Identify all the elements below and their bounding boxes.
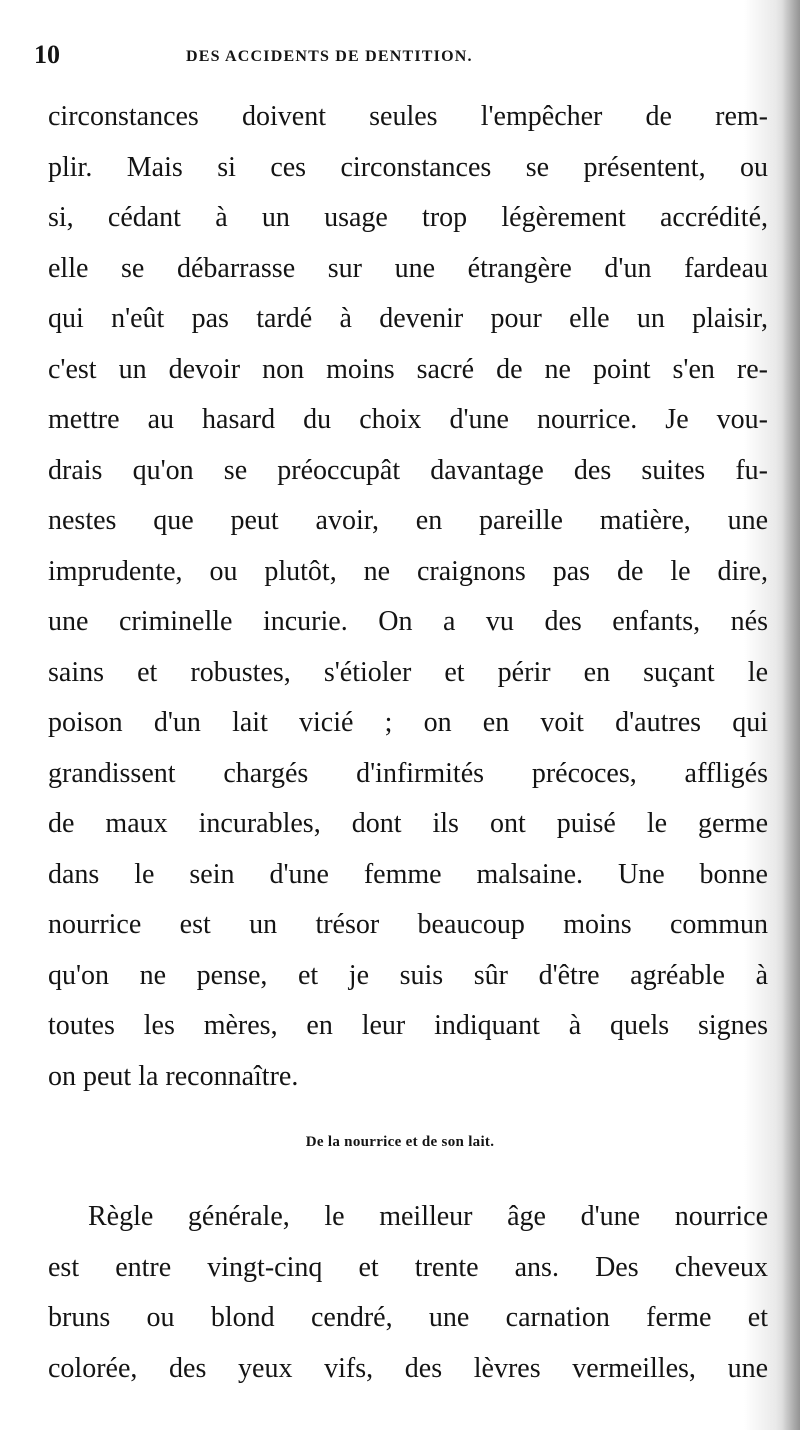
text-line: elle se débarrasse sur une étrangère d'un fardeau	[48, 252, 768, 284]
text-line: est entre vingt-cinq et trente ans. Des cheveux	[48, 1251, 768, 1283]
text-line: poison d'un lait vicié ; on en voit d'autres qui	[48, 707, 768, 738]
text-line: nourrice est un trésor beaucoup moins commun	[48, 909, 768, 940]
text-line: imprudente, ou plutôt, ne craignons pas de le dire,	[48, 555, 768, 587]
text-line: circonstances doivent seules l'empêcher de rem-	[48, 101, 768, 132]
section-heading: De la nourrice et de son lait.	[305, 1134, 495, 1150]
text-line: de maux incurables, dont ils ont puisé le germe	[48, 808, 768, 839]
text-line: on peut la reconnaître.	[48, 1060, 299, 1092]
text-line: colorée, des yeux vifs, des lèvres vermeilles, une	[48, 1352, 768, 1384]
text-line: dans le sein d'une femme malsaine. Une bonne	[48, 858, 768, 890]
text-line: bruns ou blond cendré, une carnation ferme et	[48, 1302, 768, 1333]
text-line: plir. Mais si ces circonstances se présentent, ou	[48, 151, 768, 183]
paragraph-2	[48, 1192, 768, 1394]
paragraph-1	[48, 92, 768, 1102]
text-line: qu'on ne pense, et je suis sûr d'être agréable à	[48, 959, 768, 991]
text-line: toutes les mères, en leur indiquant à quels signes	[48, 1010, 768, 1041]
text-line: Règle générale, le meilleur âge d'une nourrice	[88, 1201, 768, 1232]
text-line: nestes que peut avoir, en pareille matière, une	[48, 505, 768, 536]
text-line: mettre au hasard du choix d'une nourrice. Je vou-	[48, 404, 768, 435]
page-number: 10	[34, 40, 60, 69]
running-head	[34, 40, 762, 80]
running-title: DES ACCIDENTS DE DENTITION.	[186, 48, 473, 65]
text-line: si, cédant à un usage trop légèrement accrédité,	[48, 202, 768, 233]
text-line: sains et robustes, s'étioler et périr en suçant le	[48, 656, 768, 688]
text-line: grandissent chargés d'infirmités précoces, affligés	[48, 757, 768, 789]
text-line: une criminelle incurie. On a vu des enfants, nés	[48, 606, 768, 637]
page-edge-shadow	[782, 0, 800, 1430]
text-line: qui n'eût pas tardé à devenir pour elle un plaisir,	[48, 303, 768, 334]
text-line: c'est un devoir non moins sacré de ne point s'en re-	[48, 353, 768, 385]
text-line: drais qu'on se préoccupât davantage des suites fu-	[48, 454, 768, 486]
